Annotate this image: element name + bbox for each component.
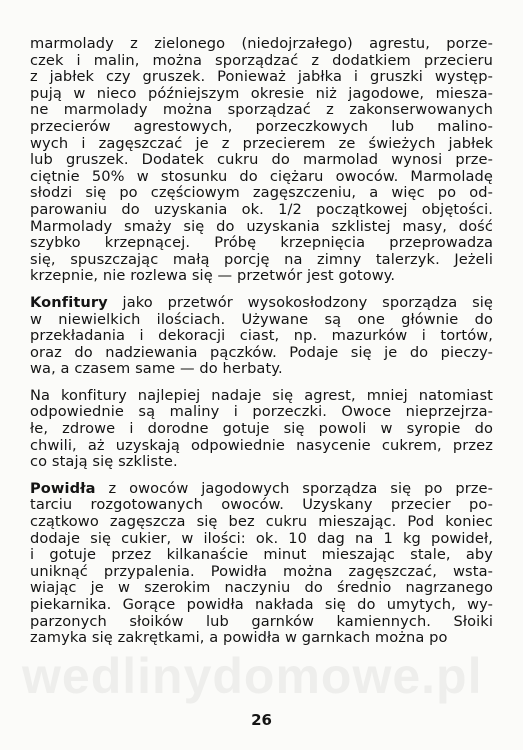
line-text: uniknąć przypalenia. Powidła można zagęszczać, wsta- [30,562,493,580]
line-text: z jabłek czy gruszek. Ponieważ jabłka i gruszki występ- [30,68,493,86]
line-text: się, spuszczając małą porcję na zimny talerzyk. Jeżeli [30,250,493,268]
line-text: wych i zagęszczać je z przecierem ze świeżych jabłek [30,134,493,152]
text-line [30,481,493,498]
text-line [30,547,493,564]
text-line [30,53,493,70]
line-text: w niewielkich ilościach. Używane są one głównie do [30,310,493,328]
text-line [30,102,493,119]
line-text: tarciu rozgotowanych owoców. Uzyskany przecier po- [30,496,493,514]
line-text: oraz do nadziewania pączków. Podaje się je do pieczy- [30,343,493,361]
page-number: 26 [251,711,272,729]
text-line [30,136,493,153]
paragraph [30,388,493,471]
text-line [30,185,493,202]
line-text: co stają się szkliste. [30,453,178,471]
paragraph [30,36,493,285]
line-text: chwili, aż uzyskają odpowiednie nasycenie cukrem, przez [30,436,493,454]
text-line [30,252,493,269]
line-text: i gotuje przez kilkanaście minut mieszając stale, aby [30,546,493,564]
text-line [30,169,493,186]
text-line [30,388,493,405]
text-line [30,268,493,285]
page-body [30,36,493,647]
text-line [30,361,493,378]
text-line [30,36,493,53]
line-text: zamyka się zakrętkami, a powidła w garnkach można po [30,629,448,647]
text-line [30,614,493,631]
text-line [30,312,493,329]
line-text: jako przetwór wysokosłodzony sporządza się [107,293,493,311]
text-line [30,235,493,252]
line-text: lub gruszek. Dodatek cukru do marmolad wynosi prze- [30,151,493,169]
text-line [30,454,493,471]
text-line [30,404,493,421]
text-line [30,69,493,86]
line-text: marmolady z zielonego (niedojrzałego) agrestu, porze- [30,35,493,52]
text-line [30,345,493,362]
line-text: Na konfitury najlepiej nadaje się agrest, mniej natomiast [30,386,493,404]
line-text: z owoców jagodowych sporządza się po prze- [95,479,493,497]
line-text: słodzi się po częściowym zagęszczeniu, a więc po od- [30,184,493,202]
text-line [30,514,493,531]
line-text: łe, zdrowe i dorodne gotuje się powoli w syropie do [30,420,493,438]
line-text: krzepnie, nie rozlewa się — przetwór jest gotowy. [30,267,396,285]
paragraph [30,481,493,647]
text-line [30,597,493,614]
text-line [30,438,493,455]
line-text: przecierów agrestowych, porzeczkowych lub malino- [30,117,493,135]
paragraph-lead-term: Powidła [30,479,96,497]
watermark: wedlinydomowe.pl [22,648,483,704]
line-text: ciętnie 50% w stosunku do ciężaru owoców. Marmoladę [30,167,493,185]
text-line [30,295,493,312]
line-text: ne marmolady można sporządzać z zakonserwowanych [30,101,493,119]
text-line [30,328,493,345]
line-text: parowaniu do uzyskania ok. 1/2 początkowej objętości. [30,200,493,218]
line-text: Marmolady smaży się do uzyskania szklistej masy, dość [30,217,493,235]
line-text: pują w nieco późniejszym okresie niż jagodowe, miesza- [30,84,493,102]
text-line [30,119,493,136]
line-text: czek i malin, można sporządzać z dodatkiem przecieru [30,51,493,69]
line-text: parzonych słoików lub garnków kamiennych. Słoiki [30,612,493,630]
text-line [30,421,493,438]
paragraph-lead-term: Konfitury [30,293,108,311]
line-text: szybko krzepnącej. Próbę krzepnięcia przeprowadza [30,234,493,252]
line-text: piekarnika. Gorące powidła nakłada się do umytych, wy- [30,596,493,613]
text-line [30,202,493,219]
text-line [30,497,493,514]
text-line [30,630,493,647]
line-text: wa, a czasem same — do herbaty. [30,360,283,378]
line-text: dodaje się cukier, w ilości: ok. 10 dag na 1 kg powideł, [30,529,493,547]
text-line [30,86,493,103]
text-line [30,531,493,548]
line-text: odpowiednie są maliny i porzeczki. Owoce nieprzejrza- [30,403,493,421]
text-line [30,152,493,169]
paragraph [30,295,493,378]
line-text: czątkowo zagęszcza się bez cukru mieszając. Pod koniec [30,513,493,531]
text-line [30,580,493,597]
text-line [30,219,493,236]
line-text: wiając je w szerokim naczyniu do średnio nagrzanego [30,579,493,597]
text-line [30,564,493,581]
line-text: przekładania i dekoracji ciast, np. mazurków i tortów, [30,327,493,345]
